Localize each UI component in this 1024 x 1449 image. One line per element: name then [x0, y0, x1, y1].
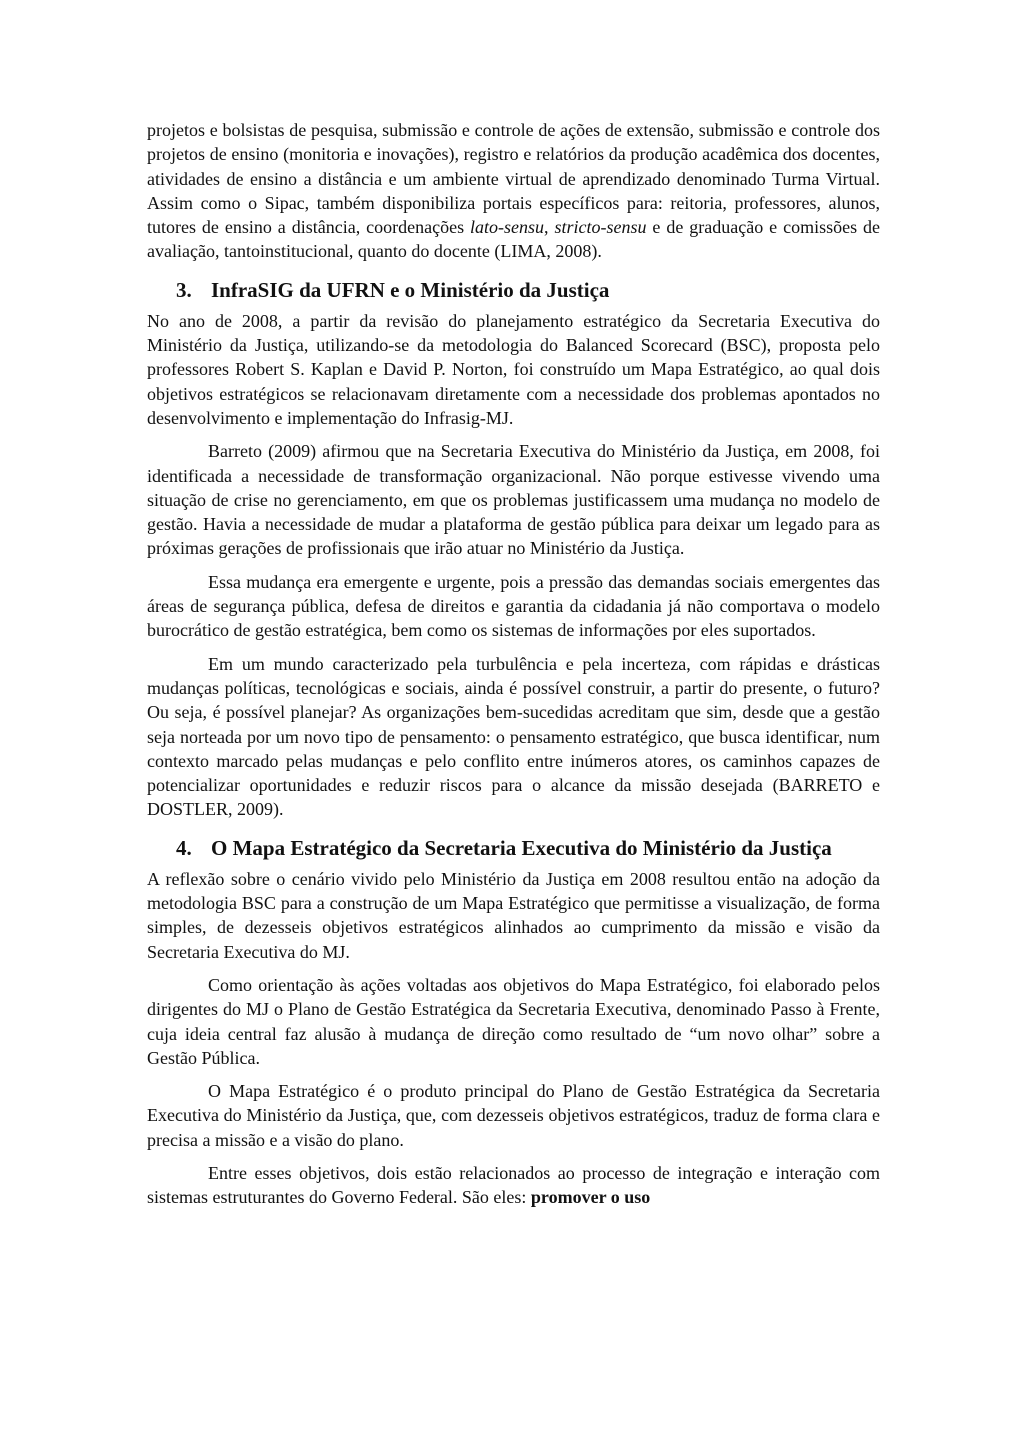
paragraph: Essa mudança era emergente e urgente, pois a pressão das demandas sociais emergentes das áreas de segurança pública, defesa de direitos e garantia da cidadania já não comportava o modelo burocrático de gestão estratégica, bem como os sistemas de informações por eles suportados.: [147, 571, 880, 641]
section-number: 4.: [176, 835, 192, 860]
paragraph-text: projetos e bolsistas de pesquisa, submissão e controle de ações de extensão, submissão e controle dos projetos de ensino (monitoria e inovações), registro e relatórios da produção acadêmica dos docentes, atividades de ensino a distância e um ambiente virtual de aprendizado denominado Turma Virtual. Assim como o Sipac, também disponibiliza portais específicos para: reitoria, professores, alunos, tutores de ensino a distância, coordenações: [147, 120, 880, 238]
paragraph-last: [147, 1161, 880, 1210]
section-title: InfraSIG da UFRN e o Ministério da Justiça: [211, 277, 610, 302]
paragraph-intro: [147, 118, 880, 264]
paragraph-text: Entre esses objetivos, dois estão relacionados ao processo de integração e interação com sistemas estruturantes do Governo Federal. São eles:: [147, 1162, 880, 1208]
paragraph-text: ,: [544, 217, 555, 238]
section-title: O Mapa Estratégico da Secretaria Executiva do Ministério da Justiça: [211, 835, 832, 860]
section-heading-4: [147, 834, 880, 862]
paragraph: Como orientação às ações voltadas aos objetivos do Mapa Estratégico, foi elaborado pelos dirigentes do MJ o Plano de Gestão Estratégica da Secretaria Executiva, denominado Passo à Frente, cuja ideia central faz alusão à mudança de direção como resultado de “um novo olhar” sobre a Gestão Pública.: [147, 974, 880, 1068]
document-page: [147, 118, 880, 1210]
paragraph: No ano de 2008, a partir da revisão do planejamento estratégico da Secretaria Executiva do Ministério da Justiça, utilizando-se da metodologia do Balanced Scorecard (BSC), proposta pelo professores Robert S. Kaplan e David P. Norton, foi construído um Mapa Estratégico, ao qual dois objetivos estratégicos se relacionavam diretamente com a necessidade dos problemas apontados no desenvolvimento e implementação do Infrasig-MJ.: [147, 310, 880, 428]
bold-phrase: promover o uso: [530, 1187, 651, 1208]
italic-term: stricto-sensu: [554, 217, 647, 238]
italic-term: lato-sensu: [470, 217, 545, 238]
paragraph-text: e de graduação e comissões de avaliação, tantoinstitucional, quanto do docente (LIMA, 2008).: [147, 217, 881, 262]
paragraph: O Mapa Estratégico é o produto principal do Plano de Gestão Estratégica da Secretaria Executiva do Ministério da Justiça, que, com dezesseis objetivos estratégicos, traduz de forma clara e precisa a missão e a visão do plano.: [147, 1081, 880, 1150]
section-heading-3: [147, 276, 880, 304]
section-number: 3.: [176, 277, 192, 302]
paragraph: Barreto (2009) afirmou que na Secretaria Executiva do Ministério da Justiça, em 2008, foi identificada a necessidade de transformação organizacional. Não porque estivesse vivendo uma situação de crise no gerenciamento, em que os problemas justificassem uma mudança no modelo de gestão. Havia a necessidade de mudar a plataforma de gestão pública para deixar um legado para as próximas gerações de profissionais que irão atuar no Ministério da Justiça.: [147, 441, 880, 559]
paragraph: Em um mundo caracterizado pela turbulência e pela incerteza, com rápidas e drásticas mudanças políticas, tecnológicas e sociais, ainda é possível construir, a partir do presente, o futuro? Ou seja, é possível planejar? As organizações bem-sucedidas acreditam que sim, desde que a gestão seja norteada por um novo tipo de pensamento: o pensamento estratégico, que busca identificar, num contexto marcado pelas mudanças e pelo conflito entre inúmeros atores, os caminhos capazes de potencializar oportunidades e reduzir riscos para o alcance da missão desejada (BARRETO e DOSTLER, 2009).: [147, 653, 880, 820]
paragraph: A reflexão sobre o cenário vivido pelo Ministério da Justiça em 2008 resultou então na adoção da metodologia BSC para a construção de um Mapa Estratégico que permitisse a visualização, de forma simples, de dezesseis objetivos estratégicos alinhados ao cumprimento da missão e visão da Secretaria Executiva do MJ.: [147, 868, 880, 962]
